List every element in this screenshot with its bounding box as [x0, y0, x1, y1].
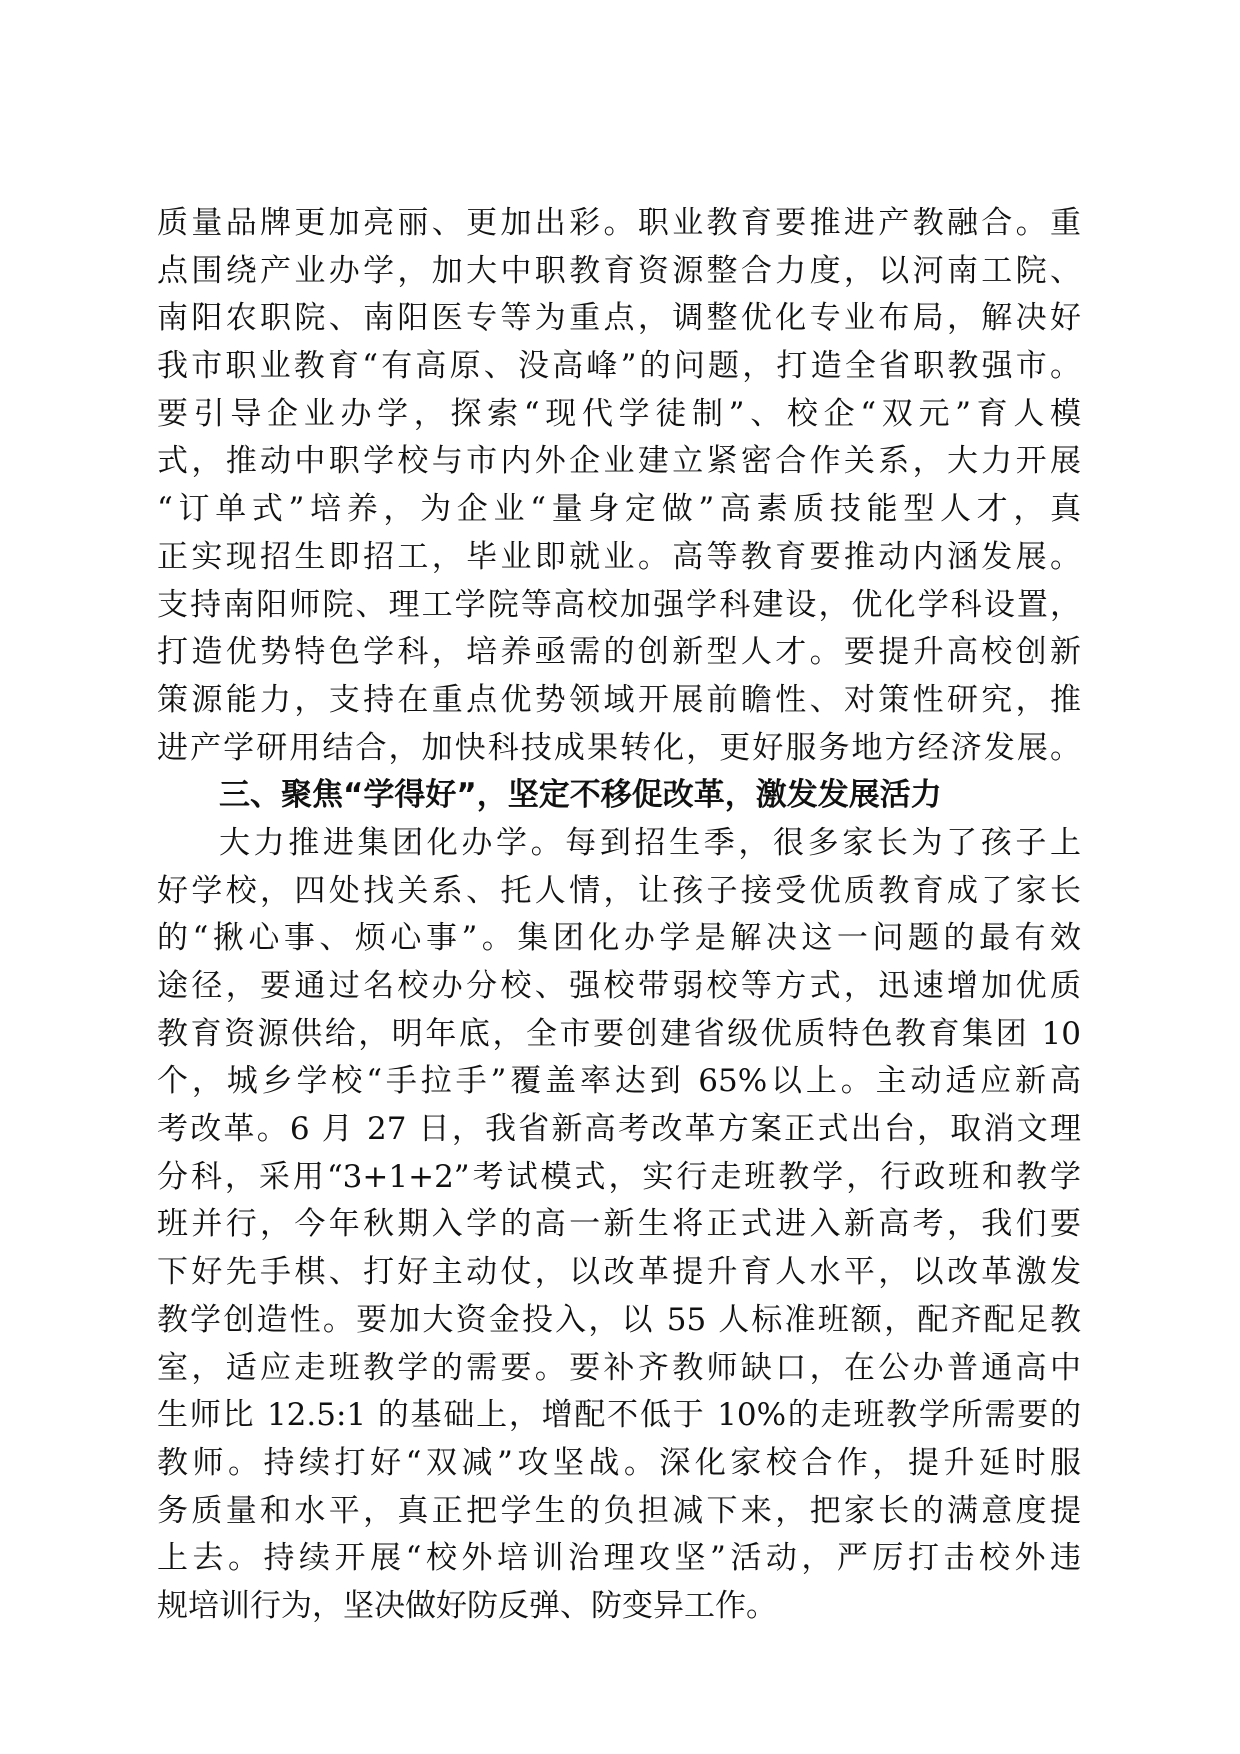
document-body — [157, 200, 1081, 1631]
text-line: 个，城乡学校“手拉手”覆盖率达到 65%以上。主动适应新高 — [157, 1063, 1081, 1100]
text-line: 规培训行为，坚决做好防反弹、防变异工作。 — [157, 1587, 777, 1624]
text-line: 质量品牌更加亮丽、更加出彩。职业教育要推进产教融合。重 — [157, 205, 1081, 241]
text-line: 进产学研用结合，加快科技成果转化，更好服务地方经济发展。 — [157, 729, 1081, 766]
text-line: 正实现招生即招工，毕业即就业。高等教育要推动内涵发展。 — [157, 538, 1081, 575]
text-line: 下好先手棋、打好主动仗，以改革提升育人水平，以改革激发 — [157, 1254, 1081, 1291]
text-line: 的“揪心事、烦心事”。集团化办学是解决这一问题的最有效 — [157, 920, 1081, 957]
text-line: 要引导企业办学，探索“现代学徒制”、校企“双元”育人模 — [157, 395, 1081, 432]
text-line: 点围绕产业办学，加大中职教育资源整合力度，以河南工院、 — [157, 252, 1081, 289]
section-heading: 三、聚焦“学得好”，坚定不移促改革，激发发展活力 — [219, 777, 942, 814]
text-line: 教育资源供给，明年底，全市要创建省级优质特色教育集团 10 — [157, 1015, 1081, 1052]
text-line: 好学校，四处找关系、托人情，让孩子接受优质教育成了家长 — [157, 872, 1081, 909]
text-line: 考改革。6 月 27 日，我省新高考改革方案正式出台，取消文理 — [157, 1111, 1081, 1148]
text-line: 打造优势特色学科，培养亟需的创新型人才。要提升高校创新 — [157, 634, 1081, 671]
text-line: 上去。持续开展“校外培训治理攻坚”活动，严厉打击校外违 — [157, 1540, 1081, 1577]
text-line: 班并行，今年秋期入学的高一新生将正式进入新高考，我们要 — [157, 1206, 1081, 1243]
text-line: 南阳农职院、南阳医专等为重点，调整优化专业布局，解决好 — [157, 300, 1081, 337]
paragraph-reform — [157, 820, 1081, 1631]
text-line: 途径，要通过名校办分校、强校带弱校等方式，迅速增加优质 — [157, 968, 1081, 1004]
paragraph-vocational-higher-education — [157, 200, 1081, 772]
text-line: 大力推进集团化办学。每到招生季，很多家长为了孩子上 — [219, 824, 1081, 861]
text-line: 支持南阳师院、理工学院等高校加强学科建设，优化学科设置， — [157, 586, 1081, 623]
text-line: 室，适应走班教学的需要。要补齐教师缺口，在公办普通高中 — [157, 1349, 1081, 1386]
text-line: 教师。持续打好“双减”攻坚战。深化家校合作，提升延时服 — [157, 1444, 1081, 1481]
text-line: 分科，采用“3+1+2”考试模式，实行走班教学，行政班和教学 — [157, 1158, 1081, 1195]
text-line: 生师比 12.5:1 的基础上，增配不低于 10%的走班教学所需要的 — [157, 1397, 1081, 1434]
text-line: 我市职业教育“有高原、没高峰”的问题，打造全省职教强市。 — [157, 348, 1081, 385]
text-line: 策源能力，支持在重点优势领域开展前瞻性、对策性研究，推 — [157, 681, 1081, 718]
text-line: 式，推动中职学校与市内外企业建立紧密合作关系，大力开展 — [157, 443, 1081, 480]
text-line: 务质量和水平，真正把学生的负担减下来，把家长的满意度提 — [157, 1492, 1081, 1529]
text-line: “订单式”培养，为企业“量身定做”高素质技能型人才，真 — [157, 491, 1081, 528]
text-line: 教学创造性。要加大资金投入，以 55 人标准班额，配齐配足教 — [157, 1301, 1081, 1338]
